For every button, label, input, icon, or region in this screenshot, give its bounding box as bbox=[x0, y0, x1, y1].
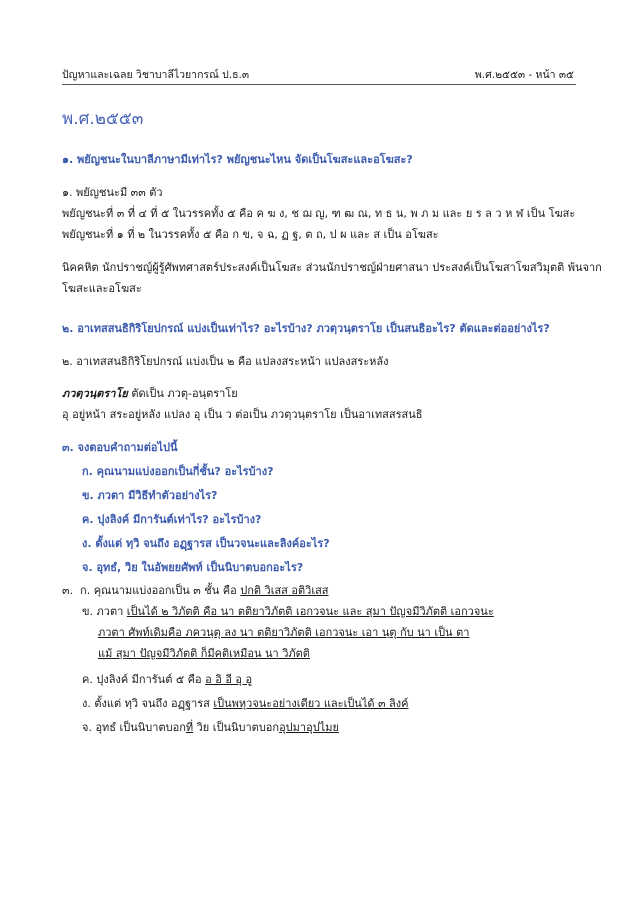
answer-3-kho-text: ปุงลิงค์ มีการันต์ ๕ คือ bbox=[92, 673, 206, 686]
answer-2-line-2 bbox=[62, 384, 576, 403]
answer-3-ka-label: ก. bbox=[80, 584, 91, 597]
answer-3-cho-underlined-2: อุปมาอุปไมย bbox=[279, 721, 339, 734]
running-header-right: พ.ศ.๒๕๕๓ - หน้า ๓๕ bbox=[474, 69, 574, 81]
question-3-sub-kho: ค. ปุงลิงค์ มีการันต์เท่าไร? อะไรบ้าง? bbox=[82, 513, 262, 526]
answer-3-kha bbox=[62, 602, 596, 621]
answer-3-ka-text: คุณนามแบ่งออกเป็น ๓ ชั้น คือ bbox=[90, 584, 241, 597]
answer-3-cho-text-2: วิย เป็นนิบาตบอก bbox=[193, 721, 280, 734]
answer-3-ka bbox=[62, 581, 576, 600]
answer-3-kha-underlined-1: เป็นได้ ๒ วิภัตติ คือ นา ตติยาวิภัตติ เอกวจนะ และ สฺมา ปัญจมีวิภัตติ เอกวจนะ bbox=[126, 605, 494, 618]
answer-1-line-1: ๑. พยัญชนะมี ๓๓ ตัว bbox=[62, 186, 163, 199]
answer-3-number: ๓. bbox=[62, 584, 74, 597]
answer-2-term-rest: ตัดเป็น ภวตุ-อนฺตราโย bbox=[127, 387, 238, 400]
answer-3-kho-underlined: อ อิ อี อุ อู bbox=[205, 673, 253, 686]
answer-3-ka-underlined: ปกติ วิเสส อติวิเสส bbox=[240, 584, 329, 597]
question-3-sub-ngo: ง. ตั้งแต่ ทฺวิ จนถึง อฏฺฐารส เป็นวจนะและลิงค์อะไร? bbox=[82, 537, 330, 550]
question-3-sub-ka: ก. คุณนามแบ่งออกเป็นกี่ชั้น? อะไรบ้าง? bbox=[82, 465, 274, 478]
answer-3-ngo bbox=[62, 694, 596, 713]
answer-3-ngo-label: ง. bbox=[82, 697, 91, 710]
answer-1-note-1: นิคคหิต นักปราชญ์ผู้รู้ศัพทศาสตร์ประสงค์เป็นโฆสะ ส่วนนักปราชญ์ฝ่ายศาสนา ประสงค์เป็นโฆสาโฆสวิมุตติ พ้นจาก bbox=[62, 261, 602, 274]
answer-1-note-2: โฆสะและอโฆสะ bbox=[62, 282, 142, 295]
question-3-sub-kha: ข. ภวตา มีวิธีทำตัวอย่างไร? bbox=[82, 489, 218, 502]
answer-3-kho bbox=[62, 670, 596, 689]
answer-3-kha-label: ข. bbox=[82, 605, 94, 618]
answer-3-cho-label: จ. bbox=[82, 721, 92, 734]
answer-3-cho bbox=[62, 718, 596, 737]
header-rule bbox=[62, 84, 576, 85]
question-3-sub-cho: จ. อุทธํ, วิย ในอัพยยศัพท์ เป็นนิบาตบอกอะไร? bbox=[82, 561, 304, 574]
answer-3-kha-line-3: แม้ สฺมา ปัญจมีวิภัตติ ก็มีคติเหมือน นา วิภัตติ bbox=[98, 647, 310, 660]
answer-3-cho-text-1: อุทธํ เป็นนิบาตบอก bbox=[91, 721, 186, 734]
question-3: ๓. จงตอบคำถามต่อไปนี้ bbox=[62, 441, 178, 454]
question-1: ๑. พยัญชนะในบาลีภาษามีเท่าไร? พยัญชนะไหน จัดเป็นโฆสะและอโฆสะ? bbox=[62, 153, 413, 166]
question-2: ๒. อาเทสสนธิกิริโยปกรณ์ แบ่งเป็นเท่าไร? อะไรบ้าง? ภวตฺวนฺตราโย เป็นสนธิอะไร? ตัดและต่ออย่างไร? bbox=[62, 322, 550, 335]
answer-3-cho-underlined-1: ที่ bbox=[185, 721, 194, 734]
answer-3-kha-text: ภวตา bbox=[93, 605, 127, 618]
answer-2-line-3: อุ อยู่หน้า สระอยู่หลัง แปลง อุ เป็น ว ต่อเป็น ภวตฺวนฺตราโย เป็นอาเทสสรสนธิ bbox=[62, 408, 423, 421]
answer-1-line-2: พยัญชนะที่ ๓ ที่ ๔ ที่ ๕ ในวรรคทั้ง ๕ คือ ค ฆ ง, ช ฌ ญ, ฑ ฒ ณ, ท ธ น, พ ภ ม และ ย ร ล ว ห ฬ เป็น โฆสะ bbox=[62, 207, 576, 220]
answer-1-line-3: พยัญชนะที่ ๑ ที่ ๒ ในวรรคทั้ง ๕ คือ ก ข, จ ฉ, ฏ ฐ, ต ถ, ป ผ และ ส เป็น อโฆสะ bbox=[62, 228, 439, 241]
answer-2-line-1: ๒. อาเทสสนธิกิริโยปกรณ์ แบ่งเป็น ๒ คือ แปลงสระหน้า แปลงสระหลัง bbox=[62, 355, 389, 368]
page-title: พ.ศ.๒๕๕๓ bbox=[62, 109, 144, 129]
answer-3-ngo-text: ตั้งแต่ ทฺวิ จนถึง อฏฺฐารส bbox=[90, 697, 214, 710]
answer-3-kho-label: ค. bbox=[82, 673, 93, 686]
answer-2-term: ภวตฺวนฺตราโย bbox=[62, 387, 128, 400]
answer-3-ngo-underlined: เป็นพหุวจนะอย่างเดียว และเป็นได้ ๓ ลิงค์ bbox=[213, 697, 409, 710]
running-header-left: ปัญหาและเฉลย วิชาบาลีไวยากรณ์ ป.ธ.๓ bbox=[62, 69, 250, 81]
answer-3-kha-line-2: ภวตา ศัพท์เดิมคือ ภควนฺตุ ลง นา ตติยาวิภัตติ เอกวจนะ เอา นฺตุ กับ นา เป็น ตา bbox=[98, 626, 470, 639]
